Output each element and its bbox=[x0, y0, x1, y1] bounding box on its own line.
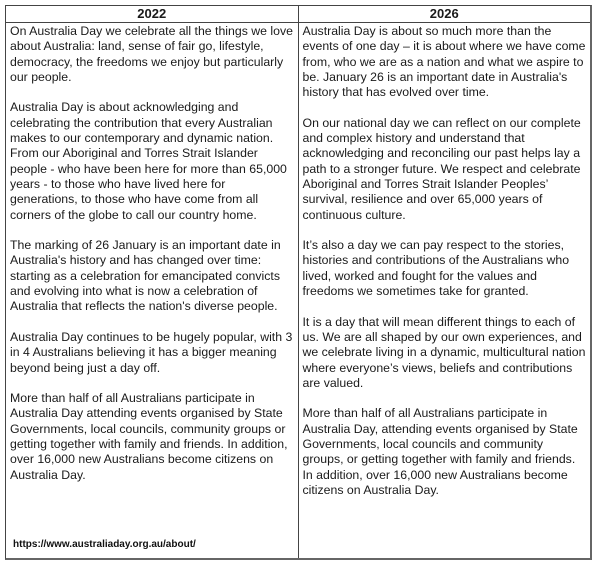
paragraph-2022-5: More than half of all Australians participate in Australia Day attending events organised by State Governments, local councils, community groups or getting together with family and friends. In addition, over 16,000 new Australians become citizens on Australia Day. bbox=[10, 391, 288, 482]
content-row bbox=[6, 23, 590, 559]
paragraph-2022-4: Australia Day continues to be hugely popular, with 3 in 4 Australians believing it has a bigger meaning beyond being just a day off. bbox=[10, 329, 293, 375]
column-2026-cell bbox=[298, 23, 590, 559]
column-2022-cell bbox=[6, 23, 298, 559]
header-row bbox=[6, 6, 590, 23]
source-url-link[interactable]: https://www.australiaday.org.au/about/ bbox=[13, 539, 196, 550]
paragraph-2022-2: Australia Day is about acknowledging and celebrating the contribution that every Australian makes to our contemporary and dynamic nation. From our Aboriginal and Torres Strait Islander people - who have been here for more than 65,000 years - to those who have lived here for generations, to those who have come from all corners of the globe to call our country home. bbox=[10, 100, 287, 222]
paragraph-2026-2: On our national day we can reflect on our complete and complex history and understand that acknowledging and reconciling our past helps lay a path to a stronger future. We respect and celebrate Aboriginal and Torres Strait Islander Peoples’ survival, resilience and over 65,000 years of continuous culture. bbox=[302, 115, 581, 222]
paragraph-2026-1: Australia Day is about so much more than the events of one day – it is about where we have come from, who we are as a nation and what we aspire to be. January 26 is an important date in Australia's history that has evolved over time. bbox=[302, 24, 586, 100]
paragraph-2022-3: The marking of 26 January is an important date in Australia's history and has changed over time: starting as a celebration for emancipated convicts and evolving into what is now a celebration of Australia that reflects the nation's diverse people. bbox=[10, 238, 281, 314]
paragraph-2026-5: More than half of all Australians participate in Australia Day, attending events organised by State Governments, local councils and community groups, or getting together with family and friends. In addition, over 16,000 new Australians become citizens on Australia Day. bbox=[302, 406, 578, 497]
paragraph-2026-4: It is a day that will mean different things to each of us. We are all shaped by our own experiences, and we celebrate living in a dynamic, multicultural nation where everyone’s views, beliefs and contributions are valued. bbox=[302, 314, 586, 390]
paragraph-2026-3: It’s also a day we can pay respect to the stories, histories and contributions of the Australians who lived, worked and fought for the values and freedoms we sometimes take for granted. bbox=[302, 238, 570, 299]
comparison-table-container bbox=[5, 5, 592, 560]
column-header-2022: 2022 bbox=[6, 6, 298, 23]
paragraph-2022-1: On Australia Day we celebrate all the things we love about Australia: land, sense of fair go, lifestyle, democracy, the freedoms we enjoy but particularly our people. bbox=[10, 24, 293, 84]
comparison-table bbox=[6, 6, 590, 558]
column-header-2026: 2026 bbox=[298, 6, 590, 23]
